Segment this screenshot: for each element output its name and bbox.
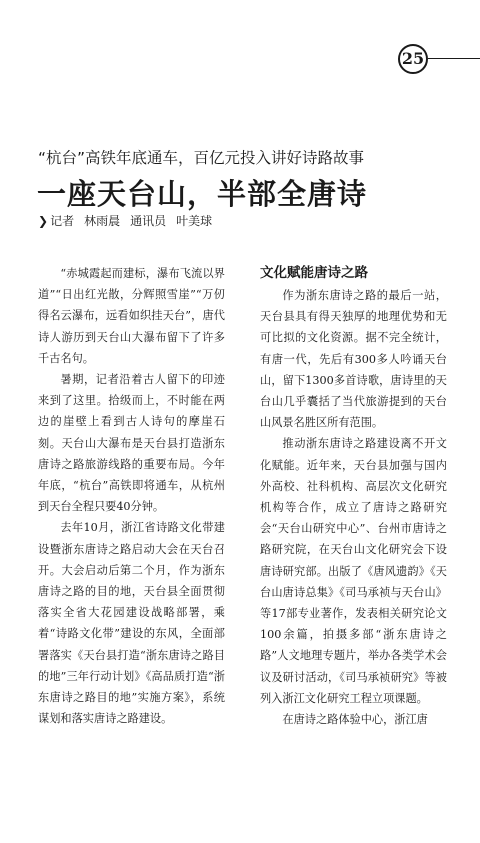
byline	[38, 212, 222, 229]
byline-marker-icon: ❯	[38, 214, 49, 228]
paragraph: 去年10月，浙江省诗路文化带建设暨浙东唐诗之路启动大会在天台召开。大会启动后第二个月，作为浙东唐诗之路的目的地，天台县全面贯彻落实全省大花园建设战略部署，乘着“诗路文化带”建设的东风，全面部署落实《天台县打造“浙东唐诗之路目的地”三年行动计划》《高品质打造“浙东唐诗之路目的地”实施方案》，系统谋划和落实唐诗之路建设。	[38, 521, 225, 726]
page-number-badge	[398, 44, 480, 72]
reporter-label: 记者	[50, 214, 75, 228]
right-column	[260, 263, 447, 730]
reporter-name: 林雨晨	[84, 214, 121, 228]
paragraph: 推动浙东唐诗之路建设离不开文化赋能。近年来，天台县加强与国内外高校、社科机构、高层次文化研究机构等合作，成立了唐诗之路研究会“天台山研究中心”、台州市唐诗之路研究院，在天台山文化研究会下设唐诗研究部。出版了《唐风遗韵》《天台山唐诗总集》《司马承祯与天台山》等17部专业著作，发表相关研究论文100余篇，拍摄多部“浙东唐诗之路”人文地理专题片，举办各类学术会议及研讨活动，《司马承祯研究》等被列入浙江文化研究工程立项课题。	[260, 437, 447, 705]
paragraph: 作为浙东唐诗之路的最后一站，天台县具有得天独厚的地理优势和无可比拟的文化资源。据不完全统计，有唐一代，先后有300多人吟诵天台山，留下1300多首诗歌，唐诗里的天台山几乎囊括了当代旅游提到的天台山风景名胜区所有范围。	[260, 289, 447, 430]
correspondent-name: 叶美球	[176, 214, 213, 228]
paragraph: 在唐诗之路体验中心，浙江唐	[282, 713, 428, 727]
paragraph: 暑期，记者沿着古人留下的印迹来到了这里。拾级而上，不时能在两边的崖壁上看到古人诗句的摩崖石刻。天台山大瀑布是天台县打造浙东唐诗之路旅游线路的重要布局。今年年底，“杭台”高铁即将通车，从杭州到天台全程只要40分钟。	[38, 373, 225, 514]
paragraph: “赤城霞起而建标，瀑布飞流以界道”“日出红光散，分辉照雪崖”“万仞得名云瀑布，远看如织挂天台”，唐代诗人游历到天台山大瀑布留下了许多千古名句。	[38, 267, 225, 365]
section-heading: 文化赋能唐诗之路	[260, 265, 368, 281]
page-number: 25	[398, 44, 428, 74]
correspondent-label: 通讯员	[130, 214, 167, 228]
article-subtitle: “杭台”高铁年底通车，百亿元投入讲好诗路故事	[38, 149, 365, 167]
article-headline: 一座天台山，半部全唐诗	[37, 177, 368, 211]
left-column	[38, 263, 225, 729]
page-number-rule	[428, 58, 480, 59]
